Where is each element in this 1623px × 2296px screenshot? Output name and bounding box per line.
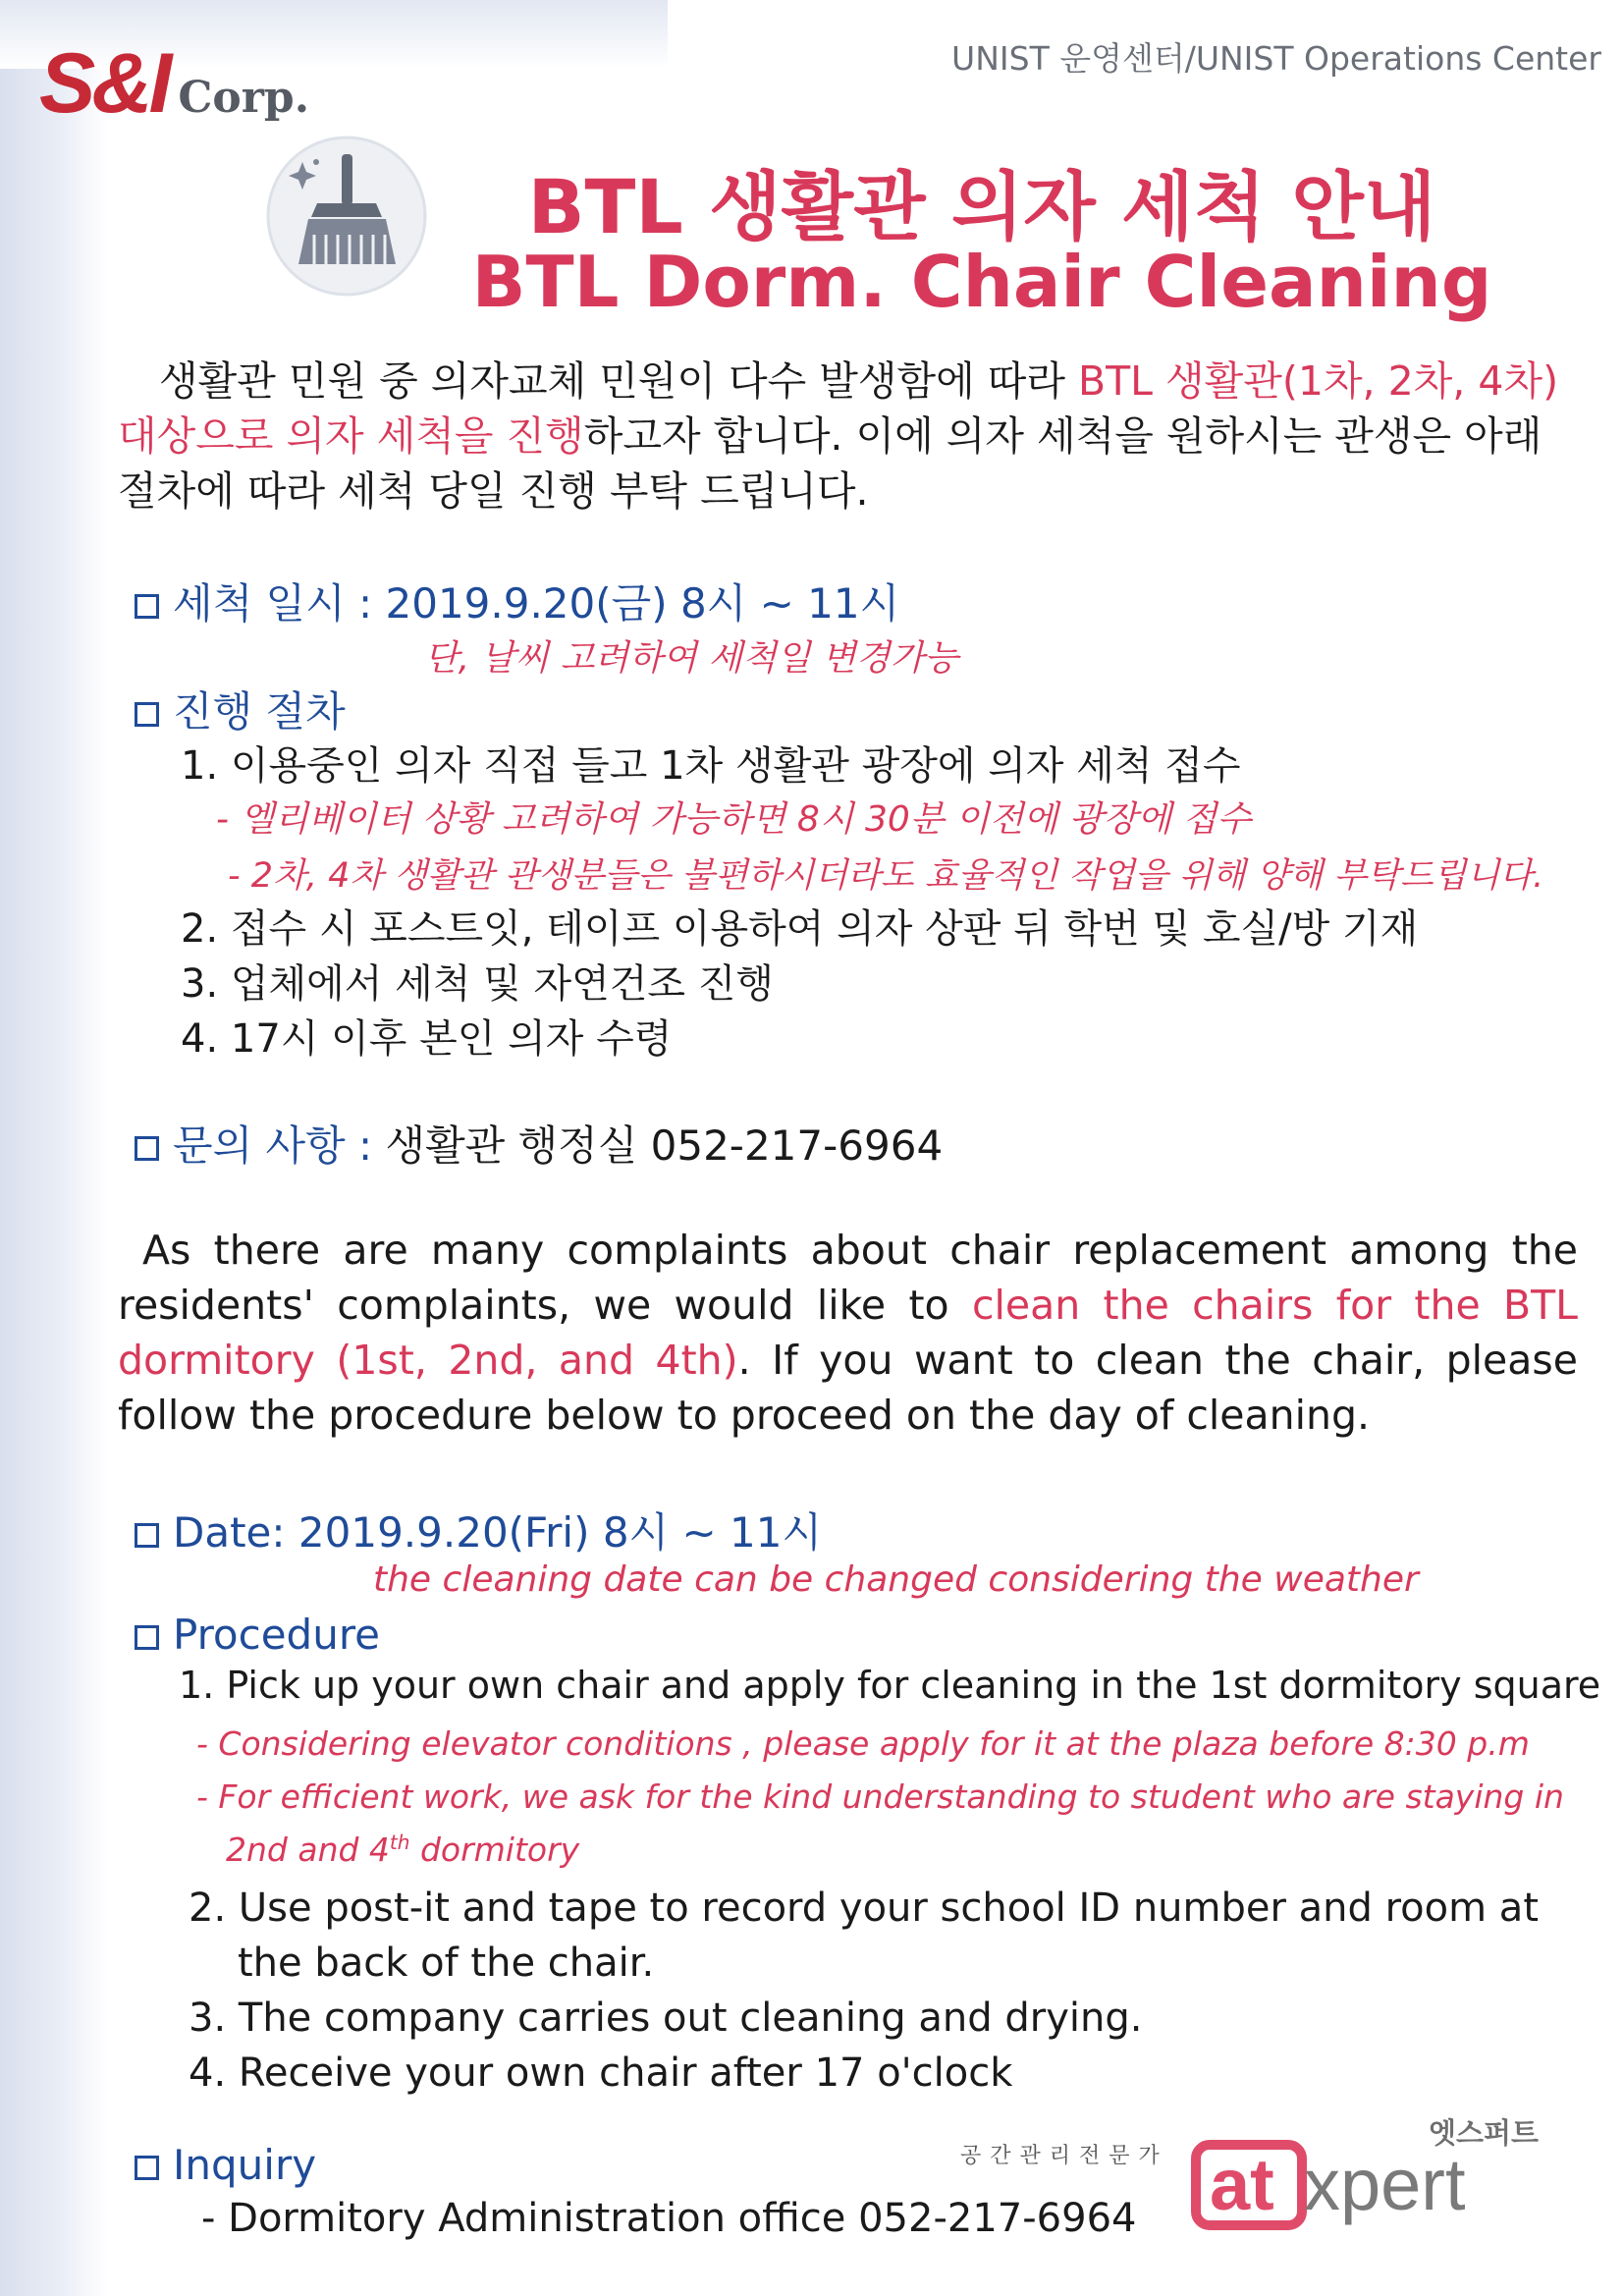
ko-intro-l2-text: 하고자 합니다. 이에 의자 세척을 원하시는 관생은 아래 bbox=[583, 412, 1542, 460]
en-intro-l3-highlight: dormitory (1st, 2nd, and 4th) bbox=[118, 1337, 738, 1384]
en-step-4: 4. Receive your own chair after 17 o'clock bbox=[189, 2050, 1013, 2096]
checkbox-square-icon bbox=[135, 2156, 159, 2180]
ko-intro-line1 bbox=[159, 354, 1558, 409]
en-inquiry-label: Inquiry bbox=[173, 2141, 317, 2189]
en-date-row bbox=[135, 1501, 822, 1559]
en-procedure-heading bbox=[135, 1611, 380, 1659]
space-expert-tagline: 공간관리전문가 bbox=[960, 2144, 1168, 2168]
ko-step1-note-2: - 2차, 4차 생활관 관생분들은 불편하시더라도 효율적인 작업을 위해 양해 부탁드립니다. bbox=[228, 856, 1544, 896]
ko-date-row bbox=[135, 572, 899, 630]
en-step-1: 1. Pick up your own chair and apply for cleaning in the 1st dormitory square bbox=[179, 1664, 1601, 1707]
title-korean: BTL 생활관 의자 세척 안내 bbox=[527, 163, 1436, 250]
atxpert-rest: xpert bbox=[1304, 2144, 1466, 2225]
en-inquiry-value: - Dormitory Administration office 052-217-6964 bbox=[201, 2196, 1137, 2241]
ko-step-4: 4. 17시 이후 본인 의자 수령 bbox=[181, 1016, 673, 1062]
en-step1-note-1: - Considering elevator conditions , please apply for it at the plaza before 8:30 p.m bbox=[196, 1724, 1530, 1763]
en-inquiry-heading bbox=[135, 2141, 316, 2189]
ko-inquiry-label: 문의 사항 : bbox=[173, 1121, 373, 1170]
logo-corp: Corp. bbox=[178, 73, 310, 123]
ko-inquiry-value: 생활관 행정실 052-217-6964 bbox=[385, 1121, 944, 1170]
ko-intro-line3: 절차에 따라 세척 당일 진행 부탁 드립니다. bbox=[118, 467, 869, 515]
en-date-value: 2019.9.20(Fri) 8시 ~ 11시 bbox=[298, 1508, 823, 1557]
title-english: BTL Dorm. Chair Cleaning bbox=[471, 241, 1492, 323]
atxpert-logo bbox=[1188, 2104, 1551, 2231]
side-gradient-band bbox=[0, 0, 108, 2296]
en-step-2-line2: the back of the chair. bbox=[238, 1941, 655, 1986]
en-note-cont-a: 2nd and 4 bbox=[226, 1831, 390, 1869]
en-intro-l2-highlight: clean the chairs for the BTL bbox=[971, 1282, 1578, 1329]
en-intro-line3 bbox=[118, 1333, 1578, 1388]
ko-intro-line2 bbox=[118, 409, 1542, 464]
ko-procedure-heading bbox=[135, 680, 346, 738]
en-procedure-label: Procedure bbox=[173, 1611, 381, 1659]
en-intro-l2-text: residents' complaints, we would like to bbox=[118, 1282, 972, 1329]
ko-intro-l1-text: 생활관 민원 중 의자교체 민원이 다수 발생함에 따라 bbox=[159, 357, 1078, 405]
atxpert-ko-label: 엣스퍼트 bbox=[1429, 2116, 1540, 2150]
ko-step-2: 2. 접수 시 포스트잇, 테이프 이용하여 의자 상판 뒤 학번 및 호실/방 기재 bbox=[181, 906, 1419, 952]
ko-step-1: 1. 이용중인 의자 직접 들고 1차 생활관 광장에 의자 세척 접수 bbox=[181, 743, 1241, 789]
ko-date-note: 단, 날씨 고려하여 세척일 변경가능 bbox=[424, 638, 959, 679]
en-step1-note-2-cont bbox=[226, 1831, 579, 1869]
en-intro-line4: follow the procedure below to proceed on the day of cleaning. bbox=[118, 1392, 1371, 1439]
checkbox-square-icon bbox=[135, 1136, 159, 1161]
ko-procedure-label: 진행 절차 bbox=[173, 687, 346, 736]
ko-inquiry-row bbox=[135, 1114, 943, 1173]
en-date-note: the cleaning date can be changed considering the weather bbox=[373, 1559, 1419, 1600]
en-note-cont-sup: th bbox=[389, 1831, 410, 1854]
ko-date-label: 세척 일시 : bbox=[173, 579, 373, 628]
en-step1-note-2: - For efficient work, we ask for the kind understanding to student who are staying in bbox=[196, 1777, 1564, 1816]
si-corp-logo bbox=[39, 35, 309, 133]
en-step-3: 3. The company carries out cleaning and drying. bbox=[189, 1995, 1143, 2041]
atxpert-at: at bbox=[1210, 2144, 1274, 2225]
en-intro-line1: As there are many complaints about chair replacement among the bbox=[142, 1227, 1578, 1274]
ko-intro-l2-highlight: 대상으로 의자 세척을 진행 bbox=[118, 412, 584, 460]
operations-center-label: UNIST 운영센터/UNIST Operations Center bbox=[951, 39, 1601, 78]
en-intro-line2 bbox=[118, 1278, 1578, 1333]
logo-brand: S&I bbox=[39, 36, 169, 131]
checkbox-square-icon bbox=[135, 1523, 159, 1548]
checkbox-square-icon bbox=[135, 1625, 159, 1650]
en-step-2-line1: 2. Use post-it and tape to record your school ID number and room at bbox=[189, 1886, 1539, 1931]
en-intro-l3-text: . If you want to clean the chair, please bbox=[737, 1337, 1578, 1384]
ko-step1-note-1: - 엘리베이터 상황 고려하여 가능하면 8시 30분 이전에 광장에 접수 bbox=[216, 799, 1252, 840]
en-note-cont-b: dormitory bbox=[409, 1831, 580, 1869]
en-date-label: Date: bbox=[173, 1508, 286, 1557]
checkbox-square-icon bbox=[135, 702, 159, 727]
checkbox-square-icon bbox=[135, 594, 159, 619]
ko-step-3: 3. 업체에서 세척 및 자연건조 진행 bbox=[181, 961, 775, 1007]
ko-intro-l1-highlight: BTL 생활관(1차, 2차, 4차) bbox=[1078, 357, 1559, 405]
ko-date-value: 2019.9.20(금) 8시 ~ 11시 bbox=[385, 579, 900, 628]
